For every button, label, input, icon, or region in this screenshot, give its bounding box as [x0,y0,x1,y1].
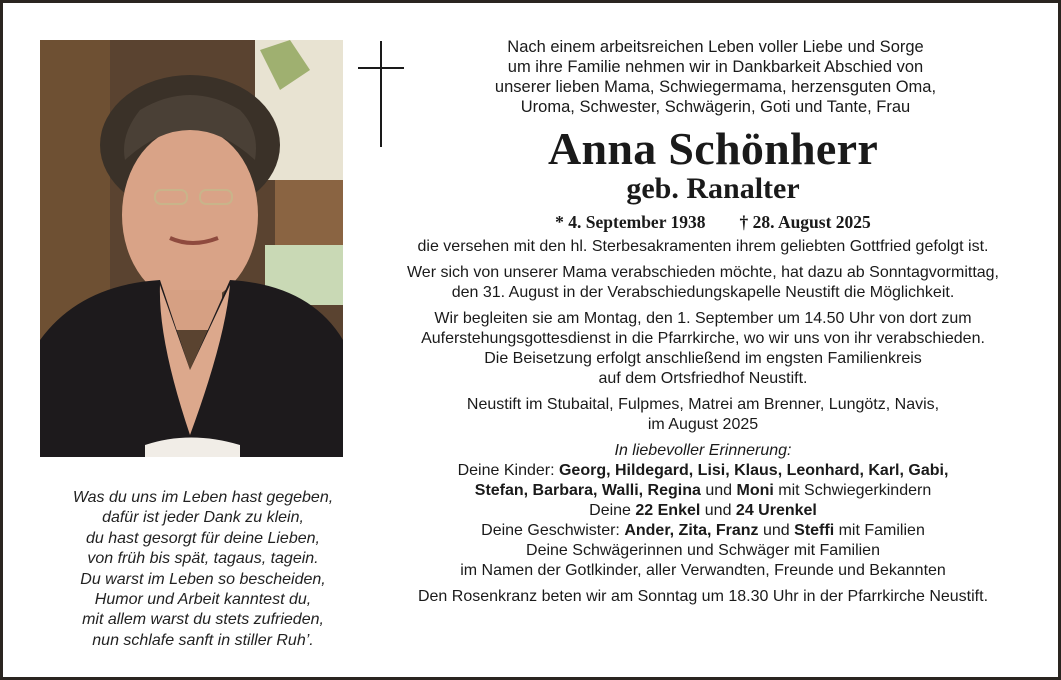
life-dates [383,211,1043,233]
intro-line: Uroma, Schwester, Schwägerin, Goti und Tante, Frau [520,98,911,116]
poem-line: Du warst im Leben so bescheiden, [80,570,326,588]
siblings-label: Deine Geschwister: [481,522,625,539]
sacraments-text: die versehen mit den hl. Sterbesakramenten ihrem geliebten Gottfried gefolgt ist. [417,238,989,255]
intro-line: unserer lieben Mama, Schwiegermama, herzensguten Oma, [494,78,937,96]
conjunction: und [700,502,736,519]
service-line: auf dem Ortsfriedhof Neustift. [598,370,808,387]
siblings-suffix: mit Familien [834,522,925,539]
place-line: Neustift im Stubaital, Fulpmes, Matrei am Brenner, Lungötz, Navis, [466,396,940,413]
place-date [363,395,1043,435]
portrait-photo [40,40,343,457]
grandchildren-count: 22 Enkel [635,502,701,519]
mourners-inlaws: Deine Schwägerinnen und Schwäger mit Familien [526,542,880,559]
remembrance-heading: In liebevoller Erinnerung: [614,442,792,459]
grand-prefix: Deine [589,502,636,519]
conjunction: und [700,482,737,499]
intro-line: um ihre Familie nehmen wir in Dankbarkeit Abschied von [507,58,924,76]
service-text [363,309,1043,389]
mourners-grandchildren [363,501,1043,521]
death-date: † 28. August 2025 [739,212,871,232]
deceased-name: Anna Schönherr [547,123,879,174]
poem-line: von früh bis spät, tagaus, tagein. [87,550,319,568]
service-line: Die Beisetzung erfolgt anschließend im engsten Familienkreis [484,350,922,367]
poem-line: nun schlafe sanft in stiller Ruh’. [92,631,314,649]
service-line: Auferstehungsgottesdienst in die Pfarrkirche, wo wir uns von ihr verabschieden. [421,330,985,347]
intro-text [388,37,1043,117]
children-label: Deine Kinder: [457,462,559,479]
poem-line: Humor und Arbeit kanntest du, [94,591,312,609]
farewell-text [363,263,1043,303]
rosary-text: Den Rosenkranz beten wir am Sonntag um 18.30 Uhr in der Pfarrkirche Neustift. [417,588,989,605]
poem-line: du hast gesorgt für deine Lieben, [86,529,320,547]
date-line: im August 2025 [647,416,759,433]
poem-line: dafür ist jeder Dank zu klein, [102,509,304,527]
children-names: Georg, Hildegard, Lisi, Klaus, Leonhard, Karl, Gabi, [558,462,949,479]
farewell-line: den 31. August in der Verabschiedungskapelle Neustift die Möglichkeit. [451,284,955,301]
birth-date: * 4. September 1938 [555,212,706,232]
farewell-line: Wer sich von unserer Mama verabschieden möchte, hat dazu ab Sonntagvormittag, [406,264,999,281]
mourners-children-2 [363,481,1043,501]
poem-line: Was du uns im Leben hast gegeben, [72,489,334,506]
mourners-siblings [363,521,1043,541]
poem-line: mit allem warst du stets zufrieden, [82,611,324,629]
children-last: Moni [736,482,774,499]
maiden-name: geb. Ranalter [626,172,800,205]
service-line: Wir begleiten sie am Montag, den 1. September um 14.50 Uhr von dort zum [434,310,972,327]
children-names: Stefan, Barbara, Walli, Regina [474,482,701,499]
great-grandchildren-count: 24 Urenkel [735,502,817,519]
children-suffix: mit Schwiegerkindern [773,482,932,499]
obituary-text [363,37,1043,607]
poem [23,488,383,651]
mourners-children-1 [363,461,1043,481]
siblings-last: Steffi [794,522,835,539]
siblings-names: Ander, Zita, Franz [624,522,759,539]
mourners-godchildren: im Namen der Gotlkinder, aller Verwandten, Freunde und Bekannten [460,562,946,579]
portrait-image [40,40,343,457]
conjunction: und [758,522,795,539]
intro-line: Nach einem arbeitsreichen Leben voller Liebe und Sorge [507,38,924,56]
